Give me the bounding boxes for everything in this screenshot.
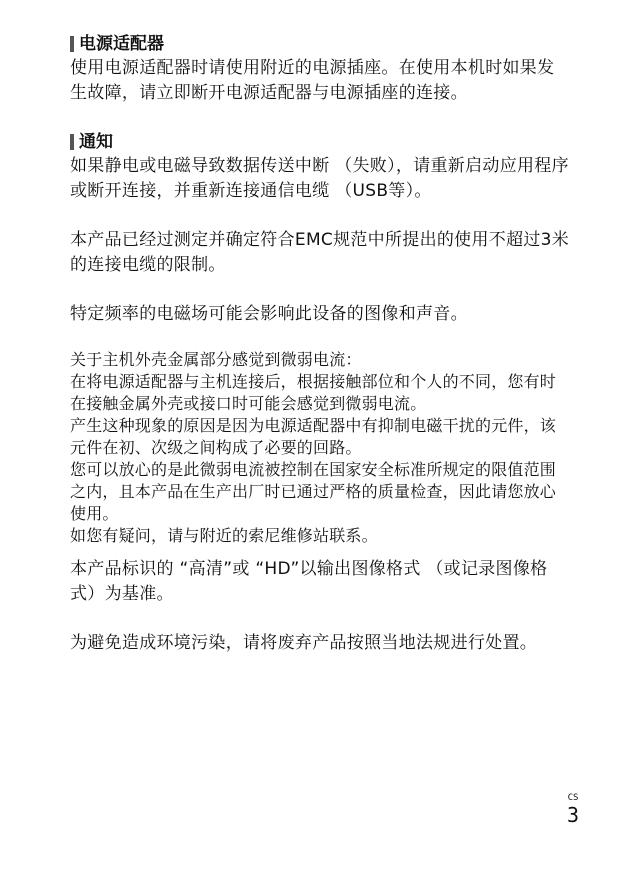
housing-current-p3: 您可以放心的是此微弱电流被控制在国家安全标准所规定的限值范围之内，且本产品在生产出厂时已通过严格的质量检查，因此请您放心使用。 [70,460,557,523]
page-content [70,32,570,656]
disposal-paragraph: 为避免造成环境污染，请将废弃产品按照当地法规进行处置。 [70,633,538,653]
language-code: CS [567,793,579,803]
notice-heading [70,130,570,154]
power-adapter-body: 使用电源适配器时请使用附近的电源插座。在使用本机时如果发生故障，请立即断开电源适配器与电源插座的连接。 [70,58,555,103]
frequency-paragraph: 特定频率的电磁场可能会影响此设备的图像和声音。 [70,304,468,324]
housing-current-title: 关于主机外壳金属部分感觉到微弱电流： [70,350,362,369]
notice-body: 如果静电或电磁导致数据传送中断 （失败），请重新启动应用程序或断开连接，并重新连接通信电缆 （USB等）。 [70,156,569,201]
power-adapter-title: 电源适配器 [79,34,164,54]
page-number-value: 3 [566,803,580,827]
emc-paragraph: 本产品已经过测定并确定符合EMC规范中所提出的使用不超过3米的连接电缆的限制。 [70,230,570,275]
notice-title: 通知 [79,132,113,152]
power-adapter-heading [70,32,570,56]
housing-current-p2: 产生这种现象的原因是因为电源适配器中有抑制电磁干扰的元件，该元件在初、次级之间构成了必要的回路。 [70,416,557,457]
housing-current-p4: 如您有疑问，请与附近的索尼维修站联系。 [70,526,378,545]
section-marker [70,36,74,52]
page-number [565,793,581,827]
housing-current-p1: 在将电源适配器与主机连接后，根据接触部位和个人的不同，您有时在接触金属外壳或接口时可能会感觉到微弱电流。 [70,372,557,413]
hd-marking-paragraph: 本产品标识的 “高清”或 “HD”以输出图像格式 （或记录图像格式）为基准。 [70,559,548,604]
section-marker [70,134,74,150]
